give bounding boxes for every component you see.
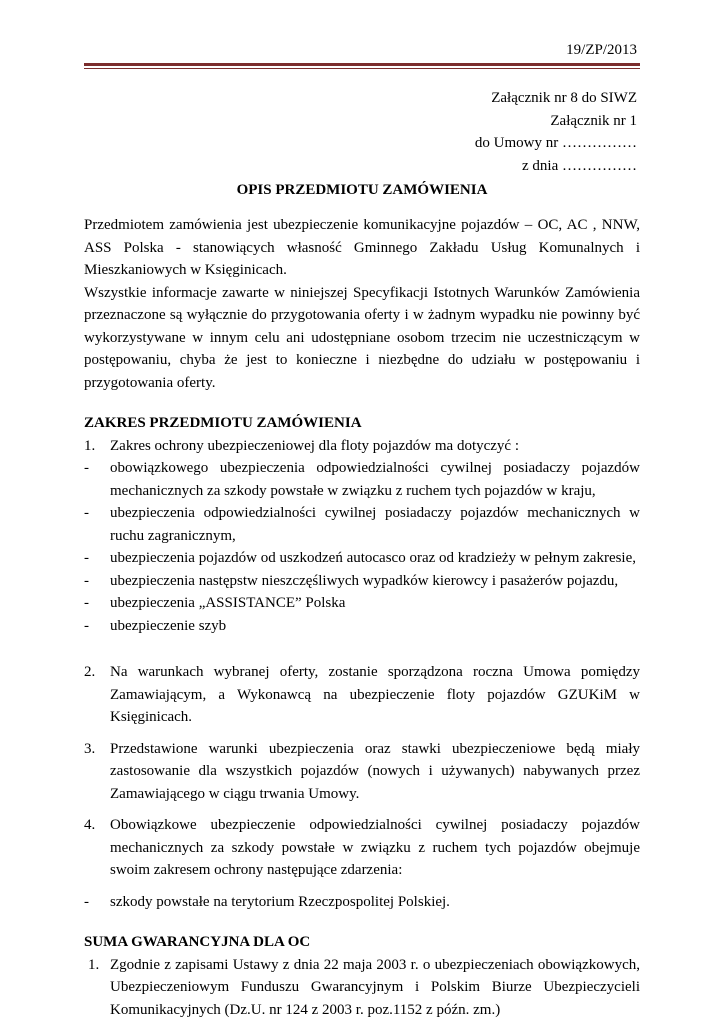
annex-line: z dnia …………… (522, 157, 637, 174)
bullet-item (84, 547, 640, 570)
list-item (84, 814, 640, 882)
intro-paragraph: Przedmiotem zamówienia jest ubezpieczenie komunikacyjne pojazdów – OC, AC , NNW, ASS Polska - stanowiących własność Gminnego Zakładu Usług Komunalnych i Mieszkaniowych w Księginicach. (84, 217, 640, 278)
list-marker: 1. (84, 437, 96, 454)
bullet-item (84, 502, 640, 547)
section-heading-guarantee: SUMA GWARANCYJNA DLA OC (84, 934, 311, 950)
annex-line: Załącznik nr 1 (550, 112, 637, 129)
list-item (84, 661, 640, 729)
list-item-text: Na warunkach wybranej oferty, zostanie sporządzona roczna Umowa pomiędzy Zamawiającym, a Wykonawcą na ubezpieczenie floty pojazdów GZUKiM w Księginicach. (110, 664, 640, 725)
intro-paragraph: Wszystkie informacje zawarte w niniejszej Specyfikacji Istotnych Warunków Zamówienia przeznaczone są wyłącznie do przygotowania oferty i w żadnym wypadku nie powinny być wykorzystywane w innym celu ani udostępniane osobom trzecim nie uczestniczącym w postępowaniu, chyba że jest to konieczne i niezbędne do udziału w postępowaniu i przygotowania oferty. (84, 284, 640, 391)
header-rule-thick (84, 63, 640, 66)
annex-block (475, 87, 637, 177)
list-item (84, 954, 640, 1022)
bullet-item (84, 592, 640, 615)
bullet-text: ubezpieczenia „ASSISTANCE” Polska (110, 595, 346, 611)
annex-line: do Umowy nr …………… (474, 135, 637, 151)
bullet-item (84, 570, 640, 593)
bullet-text: ubezpieczenie szyb (110, 617, 227, 634)
section-heading-scope: ZAKRES PRZEDMIOTU ZAMÓWIENIA (84, 415, 362, 431)
bullet-text: ubezpieczenia odpowiedzialności cywilnej posiadaczy pojazdów mechanicznych w ruchu zagranicznym, (110, 505, 640, 544)
list-marker: 2. (84, 664, 96, 680)
list-item-text: Zakres ochrony ubezpieczeniowej dla floty pojazdów ma dotyczyć : (110, 437, 520, 454)
document-number: 19/ZP/2013 (566, 42, 637, 58)
list-item-text: Przedstawione warunki ubezpieczenia oraz stawki ubezpieczeniowe będą miały zastosowanie dla wszystkich pojazdów (nowych i używanych) nabywanych przez Zamawiającego w ciągu trwania Umowy. (110, 740, 640, 802)
list-item (84, 738, 640, 806)
list-item-text: Zgodnie z zapisami Ustawy z dnia 22 maja 2003 r. o ubezpieczeniach obowiązkowych, Ubezpieczeniowym Funduszu Gwarancyjnym i Polskim Biurze Ubezpieczycieli Komunikacyjnych (Dz.U. nr 124 z 2003 r. poz.1152 z późn. zm.) (110, 956, 640, 1018)
bullet-item (84, 891, 640, 914)
bullet-text: szkody powstałe na terytorium Rzeczpospolitej Polskiej. (110, 893, 450, 910)
list-marker: 4. (84, 817, 96, 833)
list-marker: 1. (88, 956, 100, 973)
bullet-item (84, 615, 640, 638)
dash-marker: - (84, 505, 89, 521)
dash-marker: - (84, 893, 89, 910)
bullet-item (84, 457, 640, 502)
annex-line: Załącznik nr 8 do SIWZ (491, 90, 637, 106)
dash-marker: - (84, 617, 89, 634)
list-item-text: Obowiązkowe ubezpieczenie odpowiedzialności cywilnej posiadaczy pojazdów mechanicznych za szkody powstałe w związku z ruchem tych pojazdów obejmuje swoim zakresem ochrony następujące zdarzenia: (110, 817, 640, 878)
list-marker: 3. (84, 740, 96, 757)
dash-marker: - (84, 572, 89, 589)
bullet-text: obowiązkowego ubezpieczenia odpowiedzialności cywilnej posiadaczy pojazdów mechanicznych za szkody powstałe w związku z ruchem tych pojazdów w kraju, (110, 460, 640, 499)
dash-marker: - (84, 460, 89, 476)
document-body (84, 214, 640, 1021)
bullet-text: ubezpieczenia następstw nieszczęśliwych wypadków kierowcy i pasażerów pojazdu, (110, 572, 619, 589)
header-rule-thin (84, 68, 640, 69)
list-item (84, 435, 640, 458)
dash-marker: - (84, 595, 89, 611)
dash-marker: - (84, 550, 89, 566)
bullet-text: ubezpieczenia pojazdów od uszkodzeń autocasco oraz od kradzieży w pełnym zakresie, (110, 550, 637, 566)
page-title: OPIS PRZEDMIOTU ZAMÓWIENIA (236, 182, 488, 198)
